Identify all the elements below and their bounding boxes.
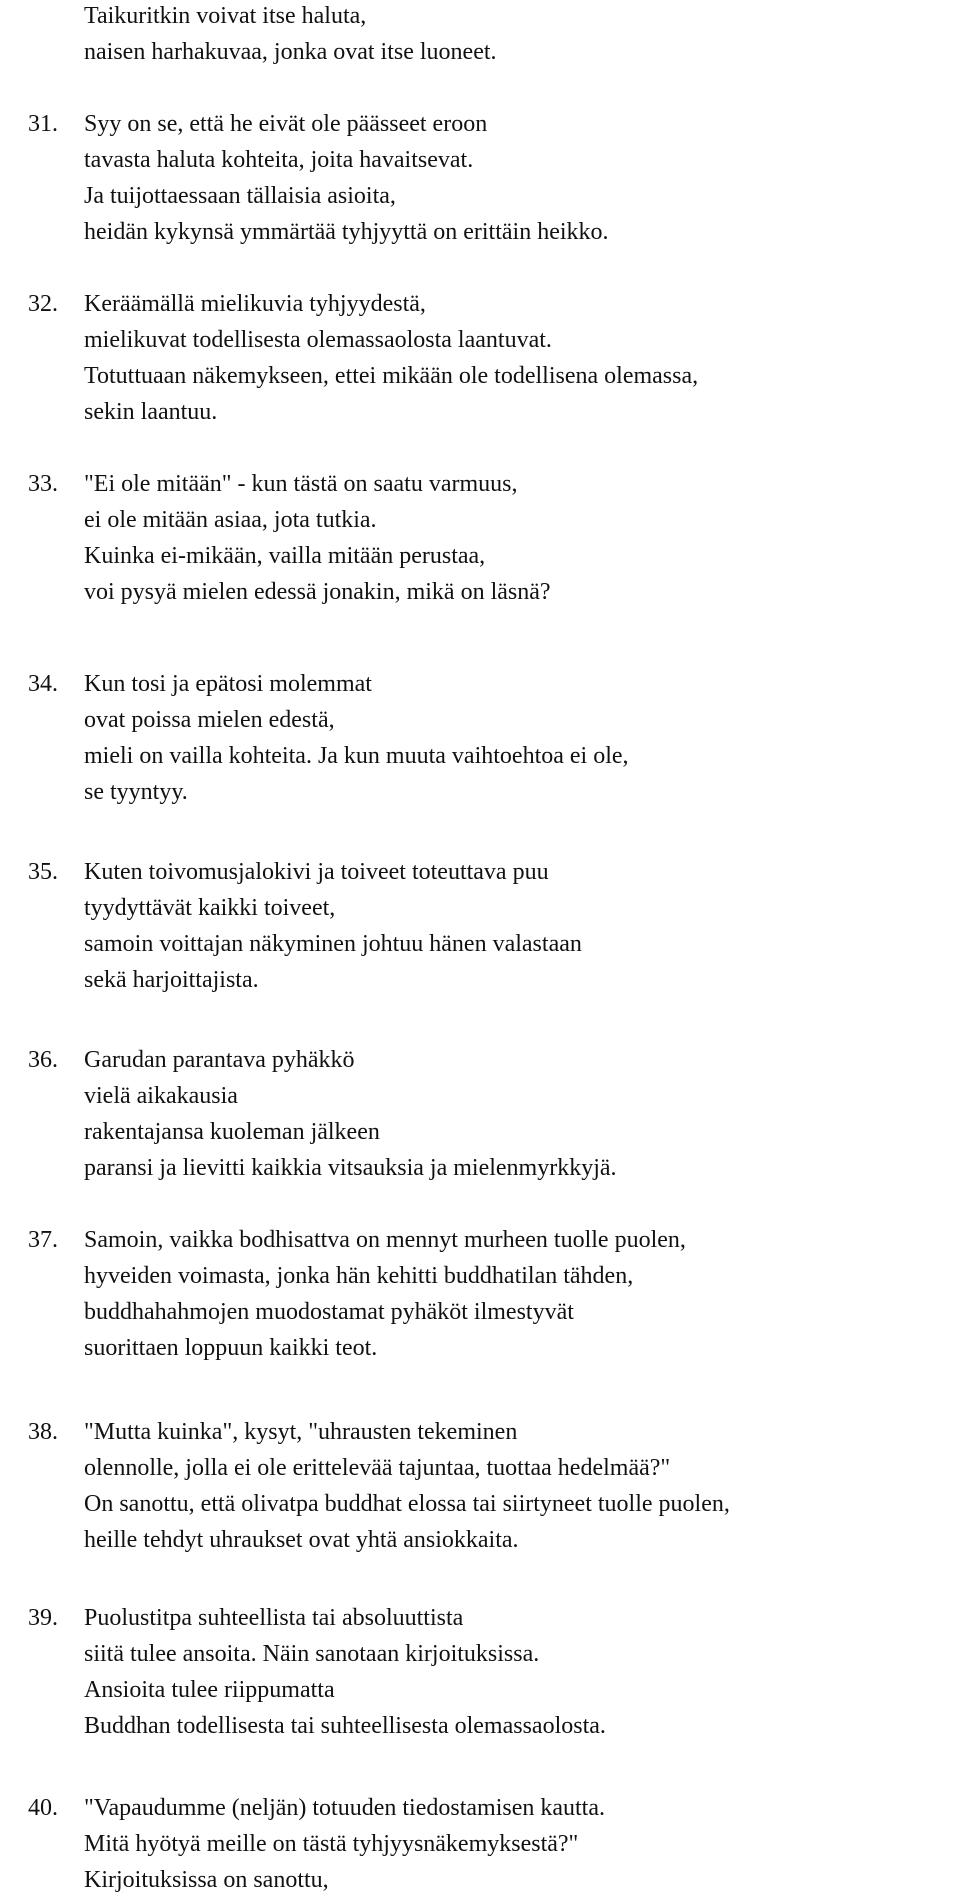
stanza-lines: [84, 466, 954, 610]
verse-number: 37.: [28, 1227, 58, 1253]
verse-line: voi pysyä mielen edessä jonakin, mikä on läsnä?: [84, 579, 551, 605]
stanza-lines: [84, 666, 954, 810]
verse-line: ei ole mitään asiaa, jota tutkia.: [84, 507, 377, 533]
stanza-lines: [84, 1222, 954, 1366]
verse-number: 38.: [28, 1419, 58, 1445]
verse-number: 39.: [28, 1605, 58, 1631]
verse-line: se tyyntyy.: [84, 779, 188, 805]
verse-line: siitä tulee ansoita. Näin sanotaan kirjoituksissa.: [84, 1641, 540, 1667]
verse-line: buddhahahmojen muodostamat pyhäköt ilmestyvät: [84, 1299, 574, 1325]
verse-line: olennolle, jolla ei ole erittelevää tajuntaa, tuottaa hedelmää?": [84, 1455, 671, 1481]
verse-line: samoin voittajan näkyminen johtuu hänen valastaan: [84, 931, 582, 957]
verse-line: Buddhan todellisesta tai suhteellisesta olemassaolosta.: [84, 1713, 606, 1739]
verse-line: heidän kykynsä ymmärtää tyhjyyttä on erittäin heikko.: [84, 219, 609, 245]
verse-line: "Vapaudumme (neljän) totuuden tiedostamisen kautta.: [84, 1795, 605, 1821]
verse-line: Puolustitpa suhteellista tai absoluuttista: [84, 1605, 464, 1631]
stanza-lines: [84, 854, 954, 998]
verse-line: sekä harjoittajista.: [84, 967, 259, 993]
verse-line: hyveiden voimasta, jonka hän kehitti buddhatilan tähden,: [84, 1263, 634, 1289]
verse-line: "Ei ole mitään" - kun tästä on saatu varmuus,: [84, 471, 518, 497]
stanza-lines: [84, 0, 954, 70]
verse-line: "Mutta kuinka", kysyt, "uhrausten tekeminen: [84, 1419, 518, 1445]
verse-line: Garudan parantava pyhäkkö: [84, 1047, 355, 1073]
verse-line: Syy on se, että he eivät ole päässeet eroon: [84, 111, 488, 137]
verse-number: 31.: [28, 111, 58, 137]
verse-number: 40.: [28, 1795, 58, 1821]
stanza-lines: [84, 106, 954, 250]
verse-line: Keräämällä mielikuvia tyhjyydestä,: [84, 291, 426, 317]
stanza-lines: [84, 1600, 954, 1744]
verse-line: Taikuritkin voivat itse haluta,: [84, 3, 367, 29]
verse-line: On sanottu, että olivatpa buddhat elossa tai siirtyneet tuolle puolen,: [84, 1491, 730, 1517]
verse-line: Kirjoituksissa on sanottu,: [84, 1867, 329, 1893]
verse-line: vielä aikakausia: [84, 1083, 238, 1109]
verse-line: heille tehdyt uhraukset ovat yhtä ansiokkaita.: [84, 1527, 519, 1553]
stanza-lines: [84, 1790, 954, 1898]
stanza-lines: [84, 1042, 954, 1186]
verse-line: mieli on vailla kohteita. Ja kun muuta vaihtoehtoa ei ole,: [84, 743, 629, 769]
verse-line: Ansioita tulee riippumatta: [84, 1677, 335, 1703]
verse-line: Kuten toivomusjalokivi ja toiveet toteuttava puu: [84, 859, 549, 885]
verse-line: sekin laantuu.: [84, 399, 218, 425]
verse-number: 36.: [28, 1047, 58, 1073]
verse-line: Mitä hyötyä meille on tästä tyhjyysnäkemyksestä?": [84, 1831, 579, 1857]
verse-line: ovat poissa mielen edestä,: [84, 707, 335, 733]
verse-line: rakentajansa kuoleman jälkeen: [84, 1119, 380, 1145]
verse-number: 33.: [28, 471, 58, 497]
verse-line: Samoin, vaikka bodhisattva on mennyt murheen tuolle puolen,: [84, 1227, 686, 1253]
verse-line: tavasta haluta kohteita, joita havaitsevat.: [84, 147, 474, 173]
verse-number: 35.: [28, 859, 58, 885]
verse-line: naisen harhakuvaa, jonka ovat itse luoneet.: [84, 39, 497, 65]
verse-line: Totuttuaan näkemykseen, ettei mikään ole todellisena olemassa,: [84, 363, 699, 389]
verse-line: suorittaen loppuun kaikki teot.: [84, 1335, 378, 1361]
verse-line: Ja tuijottaessaan tällaisia asioita,: [84, 183, 396, 209]
verse-line: Kuinka ei-mikään, vailla mitään perustaa,: [84, 543, 486, 569]
verse-number: 34.: [28, 671, 58, 697]
verse-line: mielikuvat todellisesta olemassaolosta laantuvat.: [84, 327, 552, 353]
stanza-lines: [84, 1414, 954, 1558]
verse-line: tyydyttävät kaikki toiveet,: [84, 895, 336, 921]
verse-number: 32.: [28, 291, 58, 317]
verse-line: Kun tosi ja epätosi molemmat: [84, 671, 372, 697]
verse-line: paransi ja lievitti kaikkia vitsauksia ja mielenmyrkkyjä.: [84, 1155, 617, 1181]
stanza-lines: [84, 286, 954, 430]
